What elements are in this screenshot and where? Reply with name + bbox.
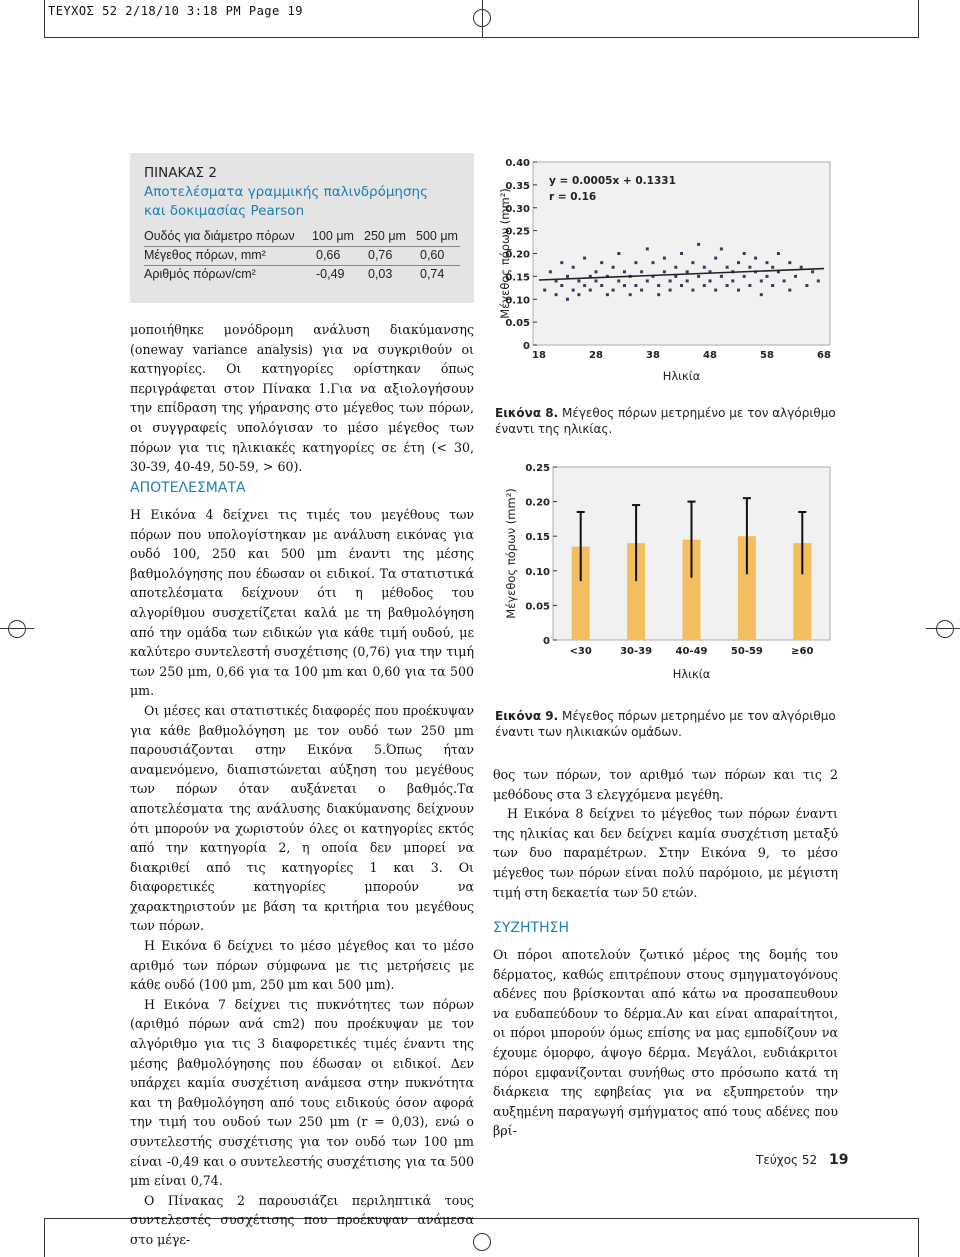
data-point: [794, 275, 797, 278]
data-point: [600, 284, 603, 287]
table-header-cell: 500 μm: [416, 229, 458, 243]
data-point: [657, 293, 660, 296]
data-point: [566, 275, 569, 278]
correlation-coefficient: r = 0.16: [549, 191, 597, 203]
data-point: [703, 284, 706, 287]
data-point: [805, 284, 808, 287]
crop-mark: [926, 628, 960, 629]
data-point: [800, 266, 803, 269]
registration-mark: [473, 1233, 491, 1251]
data-point: [760, 279, 763, 282]
paragraph: Η Εικόνα 7 δείχνει τις πυκνότητες των πόρων (αριθμό πόρων ανά cm2) που προέκυψαν με τον αλγόριθμο για τις 3 διαφορετικές τιμές έναντι της μέσης βαθμολόγησης που έδωσαν οι ειδικοί. Δεν υπάρχει καμία συσχέτιση ανάμεσα στην πυκνότητα και τη βαθμολόγηση από τους ειδικούς όσον αφορά την τιμή του ουδού των 250 μm (r = 0,03), ενώ ο συντελεστής συσχέτισης για τον ουδό των 100 μm είναι -0,49 και ο συντελεστής συσχέτισης για τα 500 μm είναι 0,74.: [130, 996, 474, 1189]
data-point: [743, 252, 746, 255]
caption-label: Εικόνα 9.: [495, 709, 559, 723]
data-point: [697, 243, 700, 246]
y-tick-label: 0.40: [505, 158, 530, 169]
crop-mark: [918, 0, 919, 38]
results-heading: ΑΠΟΤΕΛΕΣΜΑΤΑ: [130, 480, 246, 496]
x-tick-label: ≥60: [791, 646, 814, 657]
data-point: [640, 289, 643, 292]
crop-mark: [44, 1218, 45, 1257]
data-point: [691, 261, 694, 264]
data-point: [703, 266, 706, 269]
data-point: [623, 284, 626, 287]
x-tick-label: 40-49: [675, 646, 708, 657]
data-point: [720, 275, 723, 278]
data-point: [612, 289, 615, 292]
page-footer: [756, 1152, 848, 1168]
data-point: [595, 279, 598, 282]
regression-equation: y = 0.0005x + 0.1331: [549, 175, 676, 187]
x-tick-label: <30: [569, 646, 592, 657]
data-point: [720, 247, 723, 250]
y-tick-label: 0.20: [505, 249, 530, 261]
table-label: ΠΙΝΑΚΑΣ 2: [144, 165, 217, 181]
registration-mark: [473, 9, 491, 27]
table-cell: 0,60: [420, 248, 445, 262]
data-point: [640, 270, 643, 273]
table-header-cell: 100 μm: [312, 229, 354, 243]
data-point: [663, 270, 666, 273]
data-point: [726, 284, 729, 287]
data-point: [811, 270, 814, 273]
data-point: [634, 261, 637, 264]
data-point: [788, 261, 791, 264]
data-point: [680, 284, 683, 287]
page-number: 19: [829, 1152, 849, 1168]
data-point: [754, 257, 757, 260]
table-cell: 0,76: [368, 248, 393, 262]
data-point: [669, 289, 672, 292]
y-tick-label: 0.10: [505, 295, 530, 307]
data-point: [726, 266, 729, 269]
data-point: [577, 279, 580, 282]
figure-8-caption: [495, 405, 840, 437]
figure-8-scatter-chart: [495, 150, 840, 395]
table-header-cell: Ουδός για διάμετρο πόρων: [144, 229, 295, 243]
data-point: [686, 270, 689, 273]
table-cell: 0,74: [420, 267, 445, 281]
y-tick-label: 0.05: [525, 601, 550, 613]
discussion-heading: ΣΥΖΗΤΗΣΗ: [493, 920, 569, 936]
paragraph: Η Εικόνα 6 δείχνει το μέσο μέγεθος και το μέσο αριθμό των πόρων σύμφωνα με τις μετρήσεις με κάθε ουδό (100 μm, 250 μm και 500 μm).: [130, 938, 474, 993]
data-point: [583, 284, 586, 287]
x-tick-label: 38: [646, 350, 660, 361]
data-point: [748, 284, 751, 287]
results-body: [130, 505, 474, 1250]
data-point: [777, 252, 780, 255]
table-cell: Μέγεθος πόρων, mm²: [144, 248, 266, 262]
data-point: [748, 266, 751, 269]
registration-mark: [8, 620, 26, 638]
x-tick-label: 48: [703, 350, 717, 361]
data-point: [788, 289, 791, 292]
y-tick-label: 0.15: [505, 272, 530, 284]
data-point: [691, 289, 694, 292]
data-point: [572, 289, 575, 292]
figure-9-bar-chart: [495, 455, 840, 690]
data-point: [634, 284, 637, 287]
paragraph: Οι μέσες και στατιστικές διαφορές που προέκυψαν για κάθε βαθμολόγηση με τον ουδό των 250 μm παρουσιάζονται στην Εικόνα 5.Όπως ήταν αναμενόμενο, διαπιστώνεται αύξηση του μεγέθους των πόρων όταν αυξάνεται ο βαθμός.Τα αποτελέσματα της ανάλυσης διακύμανσης δείχνουν ότι μπορούν να χωριστούν όλες οι κατηγορίες εκτός από την κατηγορία 2, η οποία δεν μπορεί να διακριθεί από τις κατηγορίες 1 και 3. Οι διαφορετικές κατηγορίες μπορούν να χαρακτηριστούν με βάση τα κριτήρια του μεγέθους των πόρων.: [130, 702, 474, 934]
data-point: [646, 279, 649, 282]
discussion-body: [493, 945, 838, 1141]
data-point: [600, 261, 603, 264]
crop-mark: [44, 37, 918, 38]
table-title-line2: και δοκιμασίας Pearson: [144, 203, 305, 219]
data-point: [674, 266, 677, 269]
paragraph: μοποιήθηκε μονόδρομη ανάλυση διακύμανσης (oneway variance analysis) για να συγκριθούν οι κατηγορίες. Οι κατηγορίες ορίστηκαν όπως περιγράφεται στον Πίνακα 1.Για να αξιολογήσουν την επίδραση της γήρανσης στο μέγεθος των πόρων, οι συγγραφείς υπολόγισαν το μέσο μέγεθος των πόρων για τις ηλικιακές κατηγορίες σε έτη (< 30, 30-39, 40-49, 50-59, > 60).: [130, 322, 474, 475]
data-point: [714, 257, 717, 260]
paragraph: Η Εικόνα 8 δείχνει το μέγεθος των πόρων έναντι της ηλικίας και δεν δείχνει καμία συσχέτιση μεταξύ των δυο παραμέτρων. Στην Εικόνα 9, το μέσο μέγεθος των πόρων είναι πολύ παρόμοιο, με μέγιστη τιμή στη δεκαετία των 50 ετών.: [493, 806, 838, 900]
data-point: [583, 257, 586, 260]
paragraph: θος των πόρων, τον αριθμό των πόρων και τις 2 μεθόδους στα 3 ελεγχόμενα μεγέθη.: [493, 767, 838, 802]
paragraph: Ο Πίνακας 2 παρουσιάζει περιληπτικά τους συντελεστές συσχέτισης που προέκυψαν ανάμεσα στο μέγε-: [130, 1192, 474, 1247]
table-row: [144, 266, 460, 284]
data-point: [617, 252, 620, 255]
x-tick-label: 68: [817, 350, 831, 361]
x-tick-label: 50-59: [730, 646, 763, 657]
data-point: [595, 270, 598, 273]
crop-mark: [44, 0, 45, 38]
y-tick-label: 0: [543, 636, 550, 647]
caption-text: Μέγεθος πόρων μετρημένο με τον αλγόριθμο έναντι της ηλικίας.: [495, 406, 836, 436]
data-point: [697, 275, 700, 278]
data-point: [606, 293, 609, 296]
data-point: [646, 247, 649, 250]
data-point: [555, 293, 558, 296]
data-point: [669, 279, 672, 282]
x-axis-label: Ηλικία: [672, 667, 711, 681]
y-tick-label: 0: [523, 341, 530, 352]
x-tick-label: 28: [589, 350, 603, 361]
data-point: [760, 293, 763, 296]
issue-label: Τεύχος 52: [756, 1153, 818, 1167]
data-point: [549, 270, 552, 273]
y-axis-label: Μέγεθος πόρων (mm²): [504, 488, 518, 619]
x-tick-label: 58: [760, 350, 774, 361]
paragraph: Οι πόροι αποτελούν ζωτικό μέρος της δομής του δέρματος, καθώς επιτρέπουν στους σμηγματογόνους αδένες που βρίσκονται από κάτω να προσαπευθουν να ευδαπεύδουν το δέρμα.Αν και είναι απαραίτητοι, οι πόροι μπορούν όμως επίσης να μας εμποδίζουν να έχουμε όμορφο, άψογο δέρμα. Μεγάλοι, ευδιάκριτοι πόροι εμφανίζονται συνήθως στο πρόσωπο κατά τη διάρκεια της εφηβείας για να εξυπηρετούν την αυξημένη παραγωγή σμήγματος από τους αδένες που βρί-: [493, 947, 838, 1139]
y-tick-label: 0.35: [505, 180, 530, 192]
x-tick-label: 18: [532, 350, 546, 361]
table-title-line1: Αποτελέσματα γραμμικής παλινδρόμησης: [144, 184, 429, 200]
y-tick-label: 0.30: [505, 203, 530, 215]
table-cell: 0,03: [368, 267, 393, 281]
data-point: [560, 261, 563, 264]
y-tick-label: 0.10: [525, 566, 550, 578]
table-cell: Αριθμός πόρων/cm²: [144, 267, 256, 281]
table-cell: -0,49: [316, 267, 345, 281]
data-point: [783, 279, 786, 282]
caption-label: Εικόνα 8.: [495, 406, 559, 420]
data-point: [572, 266, 575, 269]
data-point: [709, 279, 712, 282]
y-tick-label: 0.05: [505, 318, 530, 330]
data-point: [743, 275, 746, 278]
y-tick-label: 0.25: [505, 226, 530, 238]
x-tick-label: 30-39: [620, 646, 653, 657]
registration-mark: [936, 620, 954, 638]
y-tick-label: 0.15: [525, 532, 550, 544]
data-point: [577, 293, 580, 296]
crop-mark: [0, 628, 34, 629]
intro-paragraph: [130, 320, 474, 477]
data-point: [771, 266, 774, 269]
caption-text: Μέγεθος πόρων μετρημένο με τον αλγόριθμο έναντι των ηλικιακών ομάδων.: [495, 709, 836, 739]
data-point: [714, 289, 717, 292]
y-tick-label: 0.25: [525, 463, 550, 474]
data-point: [686, 279, 689, 282]
data-point: [629, 293, 632, 296]
table-header-cell: 250 μm: [364, 229, 406, 243]
data-point: [560, 284, 563, 287]
printer-slug: ΤΕΥΧΟΣ 52 2/18/10 3:18 PM Page 19: [48, 4, 303, 18]
data-point: [663, 257, 666, 260]
crop-mark: [918, 1218, 919, 1257]
y-axis-label: Μέγεθος πόρων (mm²): [498, 188, 512, 319]
data-point: [652, 261, 655, 264]
data-point: [766, 261, 769, 264]
y-tick-label: 0.20: [525, 497, 550, 509]
data-point: [680, 252, 683, 255]
figure-9-caption: [495, 708, 840, 740]
data-point: [623, 270, 626, 273]
data-point: [737, 289, 740, 292]
data-point: [589, 289, 592, 292]
data-point: [817, 279, 820, 282]
data-point: [657, 284, 660, 287]
table-cell: 0,66: [316, 248, 341, 262]
data-point: [617, 279, 620, 282]
data-point: [612, 266, 615, 269]
data-point: [766, 275, 769, 278]
data-point: [543, 289, 546, 292]
data-point: [731, 279, 734, 282]
data-point: [566, 298, 569, 301]
x-axis-label: Ηλικία: [662, 369, 701, 383]
right-body: [493, 765, 838, 902]
table-row: [144, 247, 460, 266]
data-point: [771, 284, 774, 287]
table-2-box: [130, 153, 474, 303]
table-header-row: [144, 228, 460, 247]
data-point: [737, 261, 740, 264]
paragraph: Η Εικόνα 4 δείχνει τις τιμές του μεγέθους των πόρων που υπολογίστηκαν με ανάλυση εικόνας για ουδό 100, 250 και 500 μm έναντι της μέσης βαθμολόγησης που έδωσαν οι ειδικοί. Τα στατιστικά αποτελέσματα δείχνουν ότι η μέθοδος του αλγορίθμου συσχετίζεται καλά με τη βαθμολόγηση από την ομάδα των ειδικών για κάθε τιμή ουδού, με καλύτερο συντελεστή συσχέτισης (0,76) για την τιμή των 250 μm, 0,66 για τα 100 μm και 0,60 για τα 500 μm.: [130, 507, 474, 699]
